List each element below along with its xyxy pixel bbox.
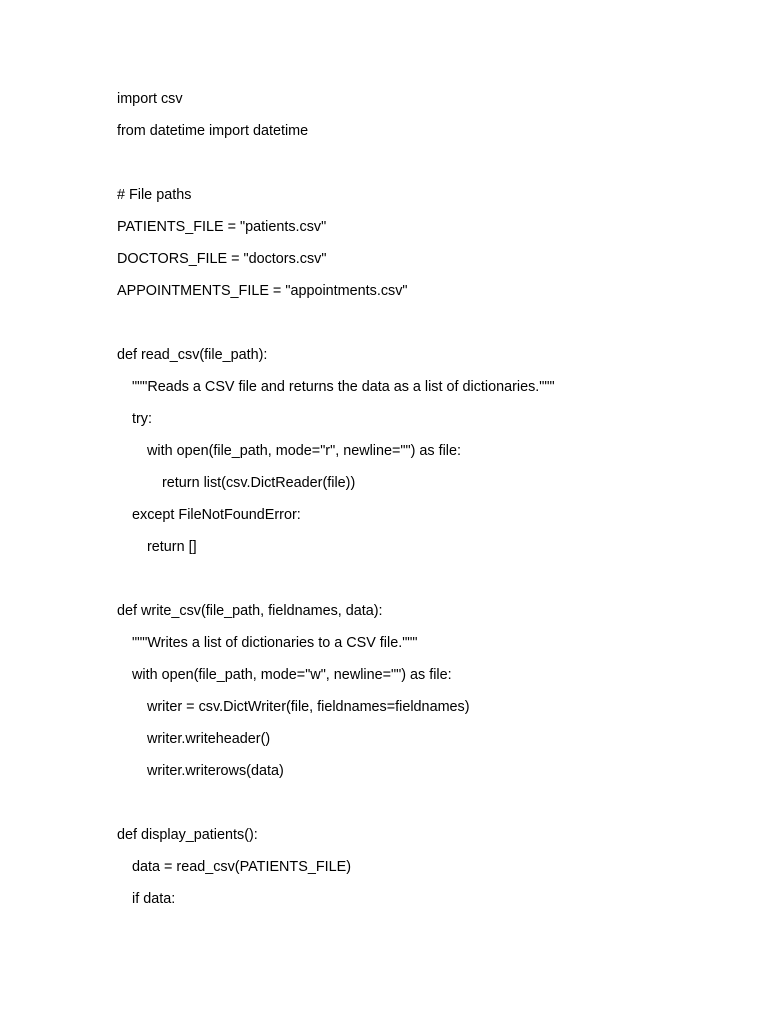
code-line: try: [132, 411, 152, 427]
code-line: writer.writeheader() [147, 731, 271, 747]
code-line: PATIENTS_FILE = "patients.csv" [117, 219, 327, 235]
code-line: DOCTORS_FILE = "doctors.csv" [117, 251, 327, 267]
code-line: data = read_csv(PATIENTS_FILE) [132, 859, 352, 875]
code-line: def write_csv(file_path, fieldnames, data): [117, 603, 383, 619]
code-line: with open(file_path, mode="w", newline="") as file: [132, 667, 452, 683]
code-line: except FileNotFoundError: [132, 507, 301, 523]
code-line: import csv [117, 91, 183, 107]
code-listing [117, 86, 737, 918]
code-line: writer = csv.DictWriter(file, fieldnames=fieldnames) [147, 699, 470, 715]
code-line: return list(csv.DictReader(file)) [162, 475, 356, 491]
code-line: if data: [132, 891, 176, 907]
code-line: from datetime import datetime [117, 123, 309, 139]
blank-line [117, 310, 737, 342]
code-line: def display_patients(): [117, 827, 258, 843]
code-line: writer.writerows(data) [147, 763, 284, 779]
blank-line [117, 150, 737, 182]
code-line: # File paths [117, 187, 192, 203]
blank-line [117, 790, 737, 822]
blank-line [117, 566, 737, 598]
code-line: return [] [147, 539, 197, 555]
code-line: """Reads a CSV file and returns the data as a list of dictionaries.""" [132, 379, 555, 395]
code-line: def read_csv(file_path): [117, 347, 268, 363]
code-line: APPOINTMENTS_FILE = "appointments.csv" [117, 283, 408, 299]
code-line: with open(file_path, mode="r", newline="") as file: [147, 443, 462, 459]
code-line: """Writes a list of dictionaries to a CSV file.""" [132, 635, 418, 651]
